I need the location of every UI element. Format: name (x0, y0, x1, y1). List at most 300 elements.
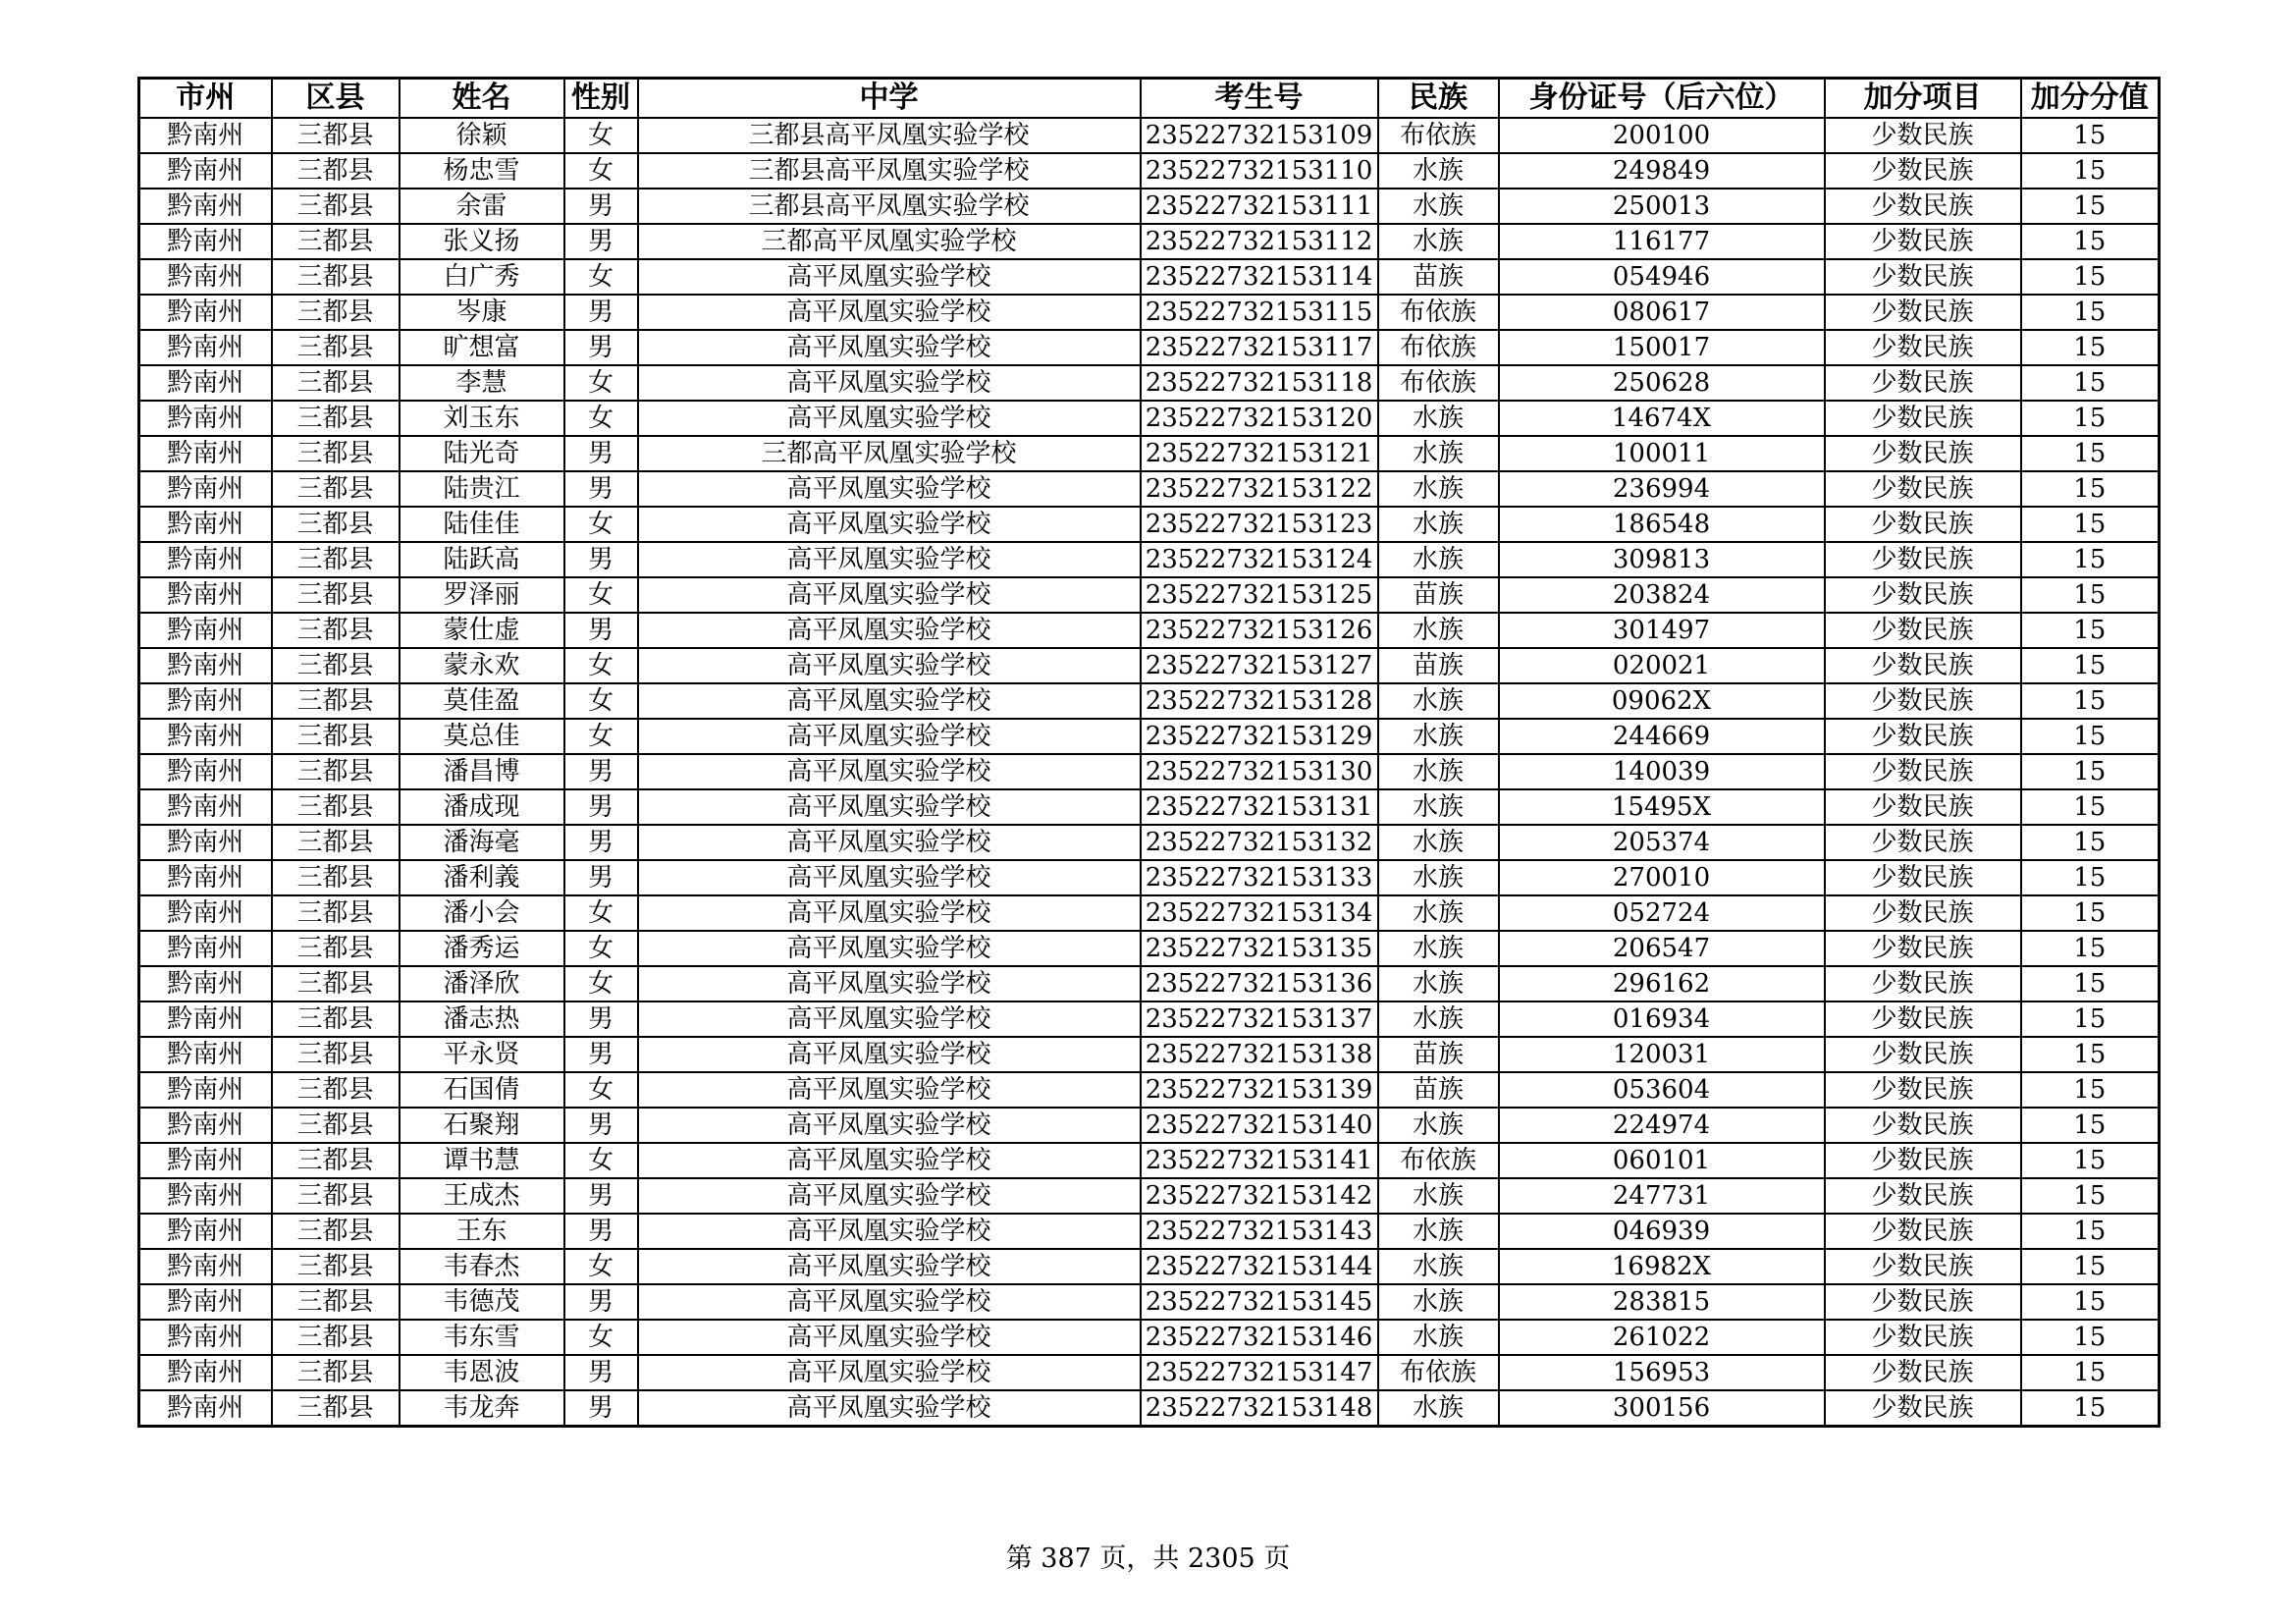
cell-id-suffix: 250013 (1499, 189, 1825, 224)
cell-id-suffix: 270010 (1499, 860, 1825, 895)
cell-name: 平永贤 (400, 1037, 564, 1072)
cell-ethnicity: 布依族 (1378, 118, 1499, 153)
table-row (139, 931, 2160, 966)
table-row (139, 719, 2160, 754)
cell-id-suffix: 261022 (1499, 1320, 1825, 1355)
cell-school: 高平凤凰实验学校 (638, 683, 1141, 719)
cell-id-suffix: 053604 (1499, 1072, 1825, 1108)
cell-county: 三都县 (272, 931, 400, 966)
cell-gender: 男 (564, 1178, 638, 1214)
cell-school: 高平凤凰实验学校 (638, 1284, 1141, 1320)
cell-bonus-item: 少数民族 (1825, 1320, 2021, 1355)
cell-ethnicity: 水族 (1378, 860, 1499, 895)
cell-bonus-item: 少数民族 (1825, 789, 2021, 825)
cell-bonus-value: 15 (2021, 542, 2160, 577)
cell-bonus-item: 少数民族 (1825, 966, 2021, 1001)
cell-gender: 男 (564, 295, 638, 330)
cell-school: 高平凤凰实验学校 (638, 613, 1141, 648)
cell-bonus-item: 少数民族 (1825, 401, 2021, 436)
cell-ethnicity: 水族 (1378, 153, 1499, 189)
cell-ethnicity: 水族 (1378, 1001, 1499, 1037)
cell-name: 韦龙奔 (400, 1390, 564, 1427)
cell-bonus-item: 少数民族 (1825, 895, 2021, 931)
cell-name: 罗泽丽 (400, 577, 564, 613)
cell-exam-number: 23522732153139 (1141, 1072, 1378, 1108)
cell-city: 黔南州 (139, 507, 272, 542)
header-bonus-value: 加分分值 (2021, 79, 2160, 119)
cell-gender: 男 (564, 436, 638, 471)
cell-bonus-value: 15 (2021, 507, 2160, 542)
cell-school: 高平凤凰实验学校 (638, 966, 1141, 1001)
cell-id-suffix: 060101 (1499, 1143, 1825, 1178)
cell-school: 高平凤凰实验学校 (638, 330, 1141, 365)
table-row (139, 1143, 2160, 1178)
cell-exam-number: 23522732153112 (1141, 224, 1378, 259)
cell-name: 陆贵江 (400, 471, 564, 507)
cell-bonus-item: 少数民族 (1825, 613, 2021, 648)
cell-school: 高平凤凰实验学校 (638, 789, 1141, 825)
cell-bonus-item: 少数民族 (1825, 295, 2021, 330)
cell-bonus-value: 15 (2021, 1108, 2160, 1143)
table-row (139, 401, 2160, 436)
cell-bonus-item: 少数民族 (1825, 1390, 2021, 1427)
cell-name: 莫佳盈 (400, 683, 564, 719)
cell-city: 黔南州 (139, 1001, 272, 1037)
cell-county: 三都县 (272, 507, 400, 542)
cell-name: 李慧 (400, 365, 564, 401)
table-row (139, 1355, 2160, 1390)
table-row (139, 1178, 2160, 1214)
cell-bonus-value: 15 (2021, 330, 2160, 365)
cell-school: 三都高平凤凰实验学校 (638, 224, 1141, 259)
cell-id-suffix: 156953 (1499, 1355, 1825, 1390)
cell-gender: 女 (564, 683, 638, 719)
cell-county: 三都县 (272, 1284, 400, 1320)
cell-gender: 男 (564, 860, 638, 895)
cell-gender: 女 (564, 895, 638, 931)
cell-county: 三都县 (272, 436, 400, 471)
cell-id-suffix: 203824 (1499, 577, 1825, 613)
cell-school: 高平凤凰实验学校 (638, 719, 1141, 754)
table-row (139, 860, 2160, 895)
cell-exam-number: 23522732153133 (1141, 860, 1378, 895)
cell-bonus-value: 15 (2021, 719, 2160, 754)
cell-id-suffix: 205374 (1499, 825, 1825, 860)
cell-school: 高平凤凰实验学校 (638, 1249, 1141, 1284)
cell-gender: 男 (564, 1037, 638, 1072)
cell-bonus-value: 15 (2021, 189, 2160, 224)
cell-county: 三都县 (272, 153, 400, 189)
cell-county: 三都县 (272, 118, 400, 153)
header-city: 市州 (139, 79, 272, 119)
cell-id-suffix: 020021 (1499, 648, 1825, 683)
cell-ethnicity: 布依族 (1378, 365, 1499, 401)
cell-gender: 男 (564, 1284, 638, 1320)
cell-exam-number: 23522732153120 (1141, 401, 1378, 436)
cell-bonus-value: 15 (2021, 860, 2160, 895)
cell-gender: 男 (564, 1108, 638, 1143)
cell-bonus-value: 15 (2021, 789, 2160, 825)
header-gender: 性别 (564, 79, 638, 119)
cell-bonus-value: 15 (2021, 365, 2160, 401)
cell-ethnicity: 水族 (1378, 683, 1499, 719)
cell-id-suffix: 016934 (1499, 1001, 1825, 1037)
cell-gender: 男 (564, 1001, 638, 1037)
table-row (139, 1108, 2160, 1143)
cell-gender: 女 (564, 401, 638, 436)
cell-county: 三都县 (272, 825, 400, 860)
cell-gender: 女 (564, 1143, 638, 1178)
cell-gender: 女 (564, 931, 638, 966)
cell-name: 岑康 (400, 295, 564, 330)
cell-county: 三都县 (272, 1249, 400, 1284)
cell-exam-number: 23522732153130 (1141, 754, 1378, 789)
table-row (139, 365, 2160, 401)
cell-county: 三都县 (272, 1037, 400, 1072)
cell-ethnicity: 布依族 (1378, 295, 1499, 330)
cell-city: 黔南州 (139, 754, 272, 789)
table-row (139, 613, 2160, 648)
cell-ethnicity: 水族 (1378, 224, 1499, 259)
cell-gender: 女 (564, 118, 638, 153)
cell-county: 三都县 (272, 860, 400, 895)
cell-name: 潘昌博 (400, 754, 564, 789)
page-number: 第 387 页，共 2305 页 (1005, 1543, 1291, 1574)
cell-city: 黔南州 (139, 153, 272, 189)
cell-school: 高平凤凰实验学校 (638, 825, 1141, 860)
cell-bonus-value: 15 (2021, 931, 2160, 966)
cell-county: 三都县 (272, 542, 400, 577)
cell-ethnicity: 水族 (1378, 189, 1499, 224)
cell-bonus-value: 15 (2021, 224, 2160, 259)
cell-city: 黔南州 (139, 1143, 272, 1178)
cell-city: 黔南州 (139, 1284, 272, 1320)
cell-city: 黔南州 (139, 1108, 272, 1143)
cell-name: 莫总佳 (400, 719, 564, 754)
cell-school: 三都高平凤凰实验学校 (638, 436, 1141, 471)
cell-name: 韦东雪 (400, 1320, 564, 1355)
cell-ethnicity: 水族 (1378, 542, 1499, 577)
cell-name: 潘秀运 (400, 931, 564, 966)
cell-bonus-value: 15 (2021, 683, 2160, 719)
cell-bonus-item: 少数民族 (1825, 507, 2021, 542)
cell-bonus-value: 15 (2021, 1355, 2160, 1390)
header-ethnicity: 民族 (1378, 79, 1499, 119)
table-row (139, 754, 2160, 789)
cell-exam-number: 23522732153111 (1141, 189, 1378, 224)
cell-gender: 女 (564, 648, 638, 683)
table-row (139, 295, 2160, 330)
cell-name: 张义扬 (400, 224, 564, 259)
header-bonus-item: 加分项目 (1825, 79, 2021, 119)
cell-id-suffix: 244669 (1499, 719, 1825, 754)
table-row (139, 153, 2160, 189)
cell-city: 黔南州 (139, 966, 272, 1001)
table-row (139, 1390, 2160, 1427)
cell-exam-number: 23522732153140 (1141, 1108, 1378, 1143)
bonus-points-table (137, 77, 2161, 1428)
cell-exam-number: 23522732153124 (1141, 542, 1378, 577)
table-row (139, 471, 2160, 507)
cell-gender: 男 (564, 1214, 638, 1249)
cell-bonus-item: 少数民族 (1825, 648, 2021, 683)
cell-bonus-value: 15 (2021, 754, 2160, 789)
cell-name: 潘海毫 (400, 825, 564, 860)
cell-gender: 女 (564, 365, 638, 401)
cell-city: 黔南州 (139, 1355, 272, 1390)
cell-id-suffix: 206547 (1499, 931, 1825, 966)
table-row (139, 507, 2160, 542)
cell-city: 黔南州 (139, 860, 272, 895)
cell-city: 黔南州 (139, 436, 272, 471)
cell-bonus-item: 少数民族 (1825, 1355, 2021, 1390)
cell-name: 潘小会 (400, 895, 564, 931)
cell-id-suffix: 300156 (1499, 1390, 1825, 1427)
cell-gender: 男 (564, 330, 638, 365)
table-row (139, 648, 2160, 683)
cell-bonus-value: 15 (2021, 577, 2160, 613)
cell-id-suffix: 116177 (1499, 224, 1825, 259)
cell-exam-number: 23522732153144 (1141, 1249, 1378, 1284)
cell-school: 高平凤凰实验学校 (638, 1390, 1141, 1427)
cell-bonus-value: 15 (2021, 401, 2160, 436)
table-row (139, 1037, 2160, 1072)
cell-ethnicity: 水族 (1378, 1320, 1499, 1355)
cell-bonus-item: 少数民族 (1825, 436, 2021, 471)
cell-id-suffix: 100011 (1499, 436, 1825, 471)
cell-id-suffix: 236994 (1499, 471, 1825, 507)
cell-bonus-item: 少数民族 (1825, 931, 2021, 966)
cell-name: 韦春杰 (400, 1249, 564, 1284)
cell-id-suffix: 09062X (1499, 683, 1825, 719)
cell-school: 高平凤凰实验学校 (638, 1037, 1141, 1072)
cell-name: 白广秀 (400, 259, 564, 295)
cell-id-suffix: 186548 (1499, 507, 1825, 542)
cell-bonus-value: 15 (2021, 1284, 2160, 1320)
cell-ethnicity: 水族 (1378, 789, 1499, 825)
cell-id-suffix: 140039 (1499, 754, 1825, 789)
table-row (139, 683, 2160, 719)
table-row (139, 436, 2160, 471)
cell-bonus-item: 少数民族 (1825, 1249, 2021, 1284)
cell-county: 三都县 (272, 1108, 400, 1143)
cell-ethnicity: 苗族 (1378, 577, 1499, 613)
cell-exam-number: 23522732153142 (1141, 1178, 1378, 1214)
cell-city: 黔南州 (139, 189, 272, 224)
cell-gender: 男 (564, 189, 638, 224)
cell-exam-number: 23522732153135 (1141, 931, 1378, 966)
cell-county: 三都县 (272, 1320, 400, 1355)
cell-bonus-value: 15 (2021, 1249, 2160, 1284)
cell-bonus-item: 少数民族 (1825, 365, 2021, 401)
cell-name: 王东 (400, 1214, 564, 1249)
cell-school: 高平凤凰实验学校 (638, 931, 1141, 966)
cell-ethnicity: 水族 (1378, 1284, 1499, 1320)
cell-exam-number: 23522732153121 (1141, 436, 1378, 471)
cell-exam-number: 23522732153114 (1141, 259, 1378, 295)
cell-school: 三都县高平凤凰实验学校 (638, 153, 1141, 189)
cell-id-suffix: 15495X (1499, 789, 1825, 825)
cell-bonus-item: 少数民族 (1825, 1072, 2021, 1108)
cell-id-suffix: 250628 (1499, 365, 1825, 401)
cell-exam-number: 23522732153110 (1141, 153, 1378, 189)
cell-ethnicity: 水族 (1378, 966, 1499, 1001)
cell-school: 三都县高平凤凰实验学校 (638, 118, 1141, 153)
cell-bonus-value: 15 (2021, 471, 2160, 507)
cell-name: 潘志热 (400, 1001, 564, 1037)
cell-bonus-value: 15 (2021, 1214, 2160, 1249)
cell-bonus-item: 少数民族 (1825, 719, 2021, 754)
table-row (139, 577, 2160, 613)
cell-gender: 女 (564, 1249, 638, 1284)
cell-exam-number: 23522732153141 (1141, 1143, 1378, 1178)
cell-bonus-value: 15 (2021, 1072, 2160, 1108)
cell-ethnicity: 苗族 (1378, 1037, 1499, 1072)
cell-county: 三都县 (272, 365, 400, 401)
cell-ethnicity: 水族 (1378, 1390, 1499, 1427)
cell-bonus-item: 少数民族 (1825, 825, 2021, 860)
cell-gender: 女 (564, 259, 638, 295)
cell-gender: 男 (564, 825, 638, 860)
cell-bonus-value: 15 (2021, 295, 2160, 330)
cell-bonus-item: 少数民族 (1825, 1284, 2021, 1320)
cell-exam-number: 23522732153147 (1141, 1355, 1378, 1390)
header-school: 中学 (638, 79, 1141, 119)
cell-exam-number: 23522732153143 (1141, 1214, 1378, 1249)
cell-ethnicity: 布依族 (1378, 330, 1499, 365)
cell-school: 高平凤凰实验学校 (638, 860, 1141, 895)
cell-gender: 女 (564, 1320, 638, 1355)
cell-name: 蒙仕虚 (400, 613, 564, 648)
table-row (139, 825, 2160, 860)
cell-exam-number: 23522732153122 (1141, 471, 1378, 507)
cell-gender: 女 (564, 507, 638, 542)
cell-ethnicity: 水族 (1378, 436, 1499, 471)
cell-id-suffix: 14674X (1499, 401, 1825, 436)
cell-name: 韦德茂 (400, 1284, 564, 1320)
cell-exam-number: 23522732153128 (1141, 683, 1378, 719)
cell-gender: 男 (564, 754, 638, 789)
cell-bonus-item: 少数民族 (1825, 471, 2021, 507)
cell-name: 旷想富 (400, 330, 564, 365)
cell-bonus-value: 15 (2021, 1320, 2160, 1355)
cell-county: 三都县 (272, 719, 400, 754)
cell-school: 高平凤凰实验学校 (638, 1143, 1141, 1178)
cell-city: 黔南州 (139, 613, 272, 648)
cell-bonus-value: 15 (2021, 1143, 2160, 1178)
table-row (139, 895, 2160, 931)
cell-id-suffix: 052724 (1499, 895, 1825, 931)
table-row (139, 189, 2160, 224)
cell-county: 三都县 (272, 259, 400, 295)
cell-bonus-item: 少数民族 (1825, 577, 2021, 613)
cell-exam-number: 23522732153118 (1141, 365, 1378, 401)
cell-county: 三都县 (272, 683, 400, 719)
cell-city: 黔南州 (139, 1390, 272, 1427)
cell-ethnicity: 水族 (1378, 401, 1499, 436)
cell-id-suffix: 16982X (1499, 1249, 1825, 1284)
cell-gender: 女 (564, 966, 638, 1001)
cell-bonus-value: 15 (2021, 436, 2160, 471)
cell-ethnicity: 苗族 (1378, 648, 1499, 683)
cell-exam-number: 23522732153145 (1141, 1284, 1378, 1320)
cell-bonus-value: 15 (2021, 613, 2160, 648)
cell-bonus-item: 少数民族 (1825, 1214, 2021, 1249)
cell-bonus-item: 少数民族 (1825, 1178, 2021, 1214)
cell-bonus-item: 少数民族 (1825, 153, 2021, 189)
cell-name: 王成杰 (400, 1178, 564, 1214)
table-row (139, 966, 2160, 1001)
cell-bonus-value: 15 (2021, 1390, 2160, 1427)
cell-bonus-item: 少数民族 (1825, 118, 2021, 153)
cell-school: 高平凤凰实验学校 (638, 577, 1141, 613)
cell-city: 黔南州 (139, 471, 272, 507)
cell-county: 三都县 (272, 648, 400, 683)
cell-school: 高平凤凰实验学校 (638, 1001, 1141, 1037)
cell-county: 三都县 (272, 224, 400, 259)
cell-ethnicity: 水族 (1378, 825, 1499, 860)
cell-city: 黔南州 (139, 1249, 272, 1284)
cell-school: 高平凤凰实验学校 (638, 365, 1141, 401)
cell-name: 杨忠雪 (400, 153, 564, 189)
cell-city: 黔南州 (139, 1214, 272, 1249)
cell-county: 三都县 (272, 789, 400, 825)
cell-school: 高平凤凰实验学校 (638, 1214, 1141, 1249)
cell-ethnicity: 水族 (1378, 1214, 1499, 1249)
header-row (139, 79, 2160, 119)
cell-bonus-item: 少数民族 (1825, 1001, 2021, 1037)
cell-county: 三都县 (272, 471, 400, 507)
cell-county: 三都县 (272, 577, 400, 613)
cell-bonus-value: 15 (2021, 1178, 2160, 1214)
cell-school: 高平凤凰实验学校 (638, 1355, 1141, 1390)
cell-county: 三都县 (272, 401, 400, 436)
cell-school: 高平凤凰实验学校 (638, 895, 1141, 931)
header-name: 姓名 (400, 79, 564, 119)
cell-name: 潘成现 (400, 789, 564, 825)
cell-ethnicity: 布依族 (1378, 1143, 1499, 1178)
table-row (139, 1284, 2160, 1320)
cell-exam-number: 23522732153136 (1141, 966, 1378, 1001)
cell-bonus-value: 15 (2021, 153, 2160, 189)
cell-city: 黔南州 (139, 789, 272, 825)
header-exam-number: 考生号 (1141, 79, 1378, 119)
cell-id-suffix: 200100 (1499, 118, 1825, 153)
cell-county: 三都县 (272, 754, 400, 789)
cell-city: 黔南州 (139, 401, 272, 436)
cell-exam-number: 23522732153126 (1141, 613, 1378, 648)
cell-bonus-item: 少数民族 (1825, 259, 2021, 295)
cell-exam-number: 23522732153146 (1141, 1320, 1378, 1355)
cell-bonus-item: 少数民族 (1825, 189, 2021, 224)
cell-exam-number: 23522732153134 (1141, 895, 1378, 931)
cell-gender: 女 (564, 153, 638, 189)
cell-bonus-value: 15 (2021, 1001, 2160, 1037)
table-row (139, 1001, 2160, 1037)
cell-bonus-value: 15 (2021, 259, 2160, 295)
header-id-suffix: 身份证号（后六位） (1499, 79, 1825, 119)
cell-name: 陆光奇 (400, 436, 564, 471)
cell-bonus-item: 少数民族 (1825, 1143, 2021, 1178)
cell-name: 余雷 (400, 189, 564, 224)
cell-ethnicity: 布依族 (1378, 1355, 1499, 1390)
cell-city: 黔南州 (139, 1320, 272, 1355)
cell-school: 高平凤凰实验学校 (638, 1072, 1141, 1108)
cell-city: 黔南州 (139, 365, 272, 401)
table-row (139, 1072, 2160, 1108)
cell-id-suffix: 247731 (1499, 1178, 1825, 1214)
cell-county: 三都县 (272, 895, 400, 931)
